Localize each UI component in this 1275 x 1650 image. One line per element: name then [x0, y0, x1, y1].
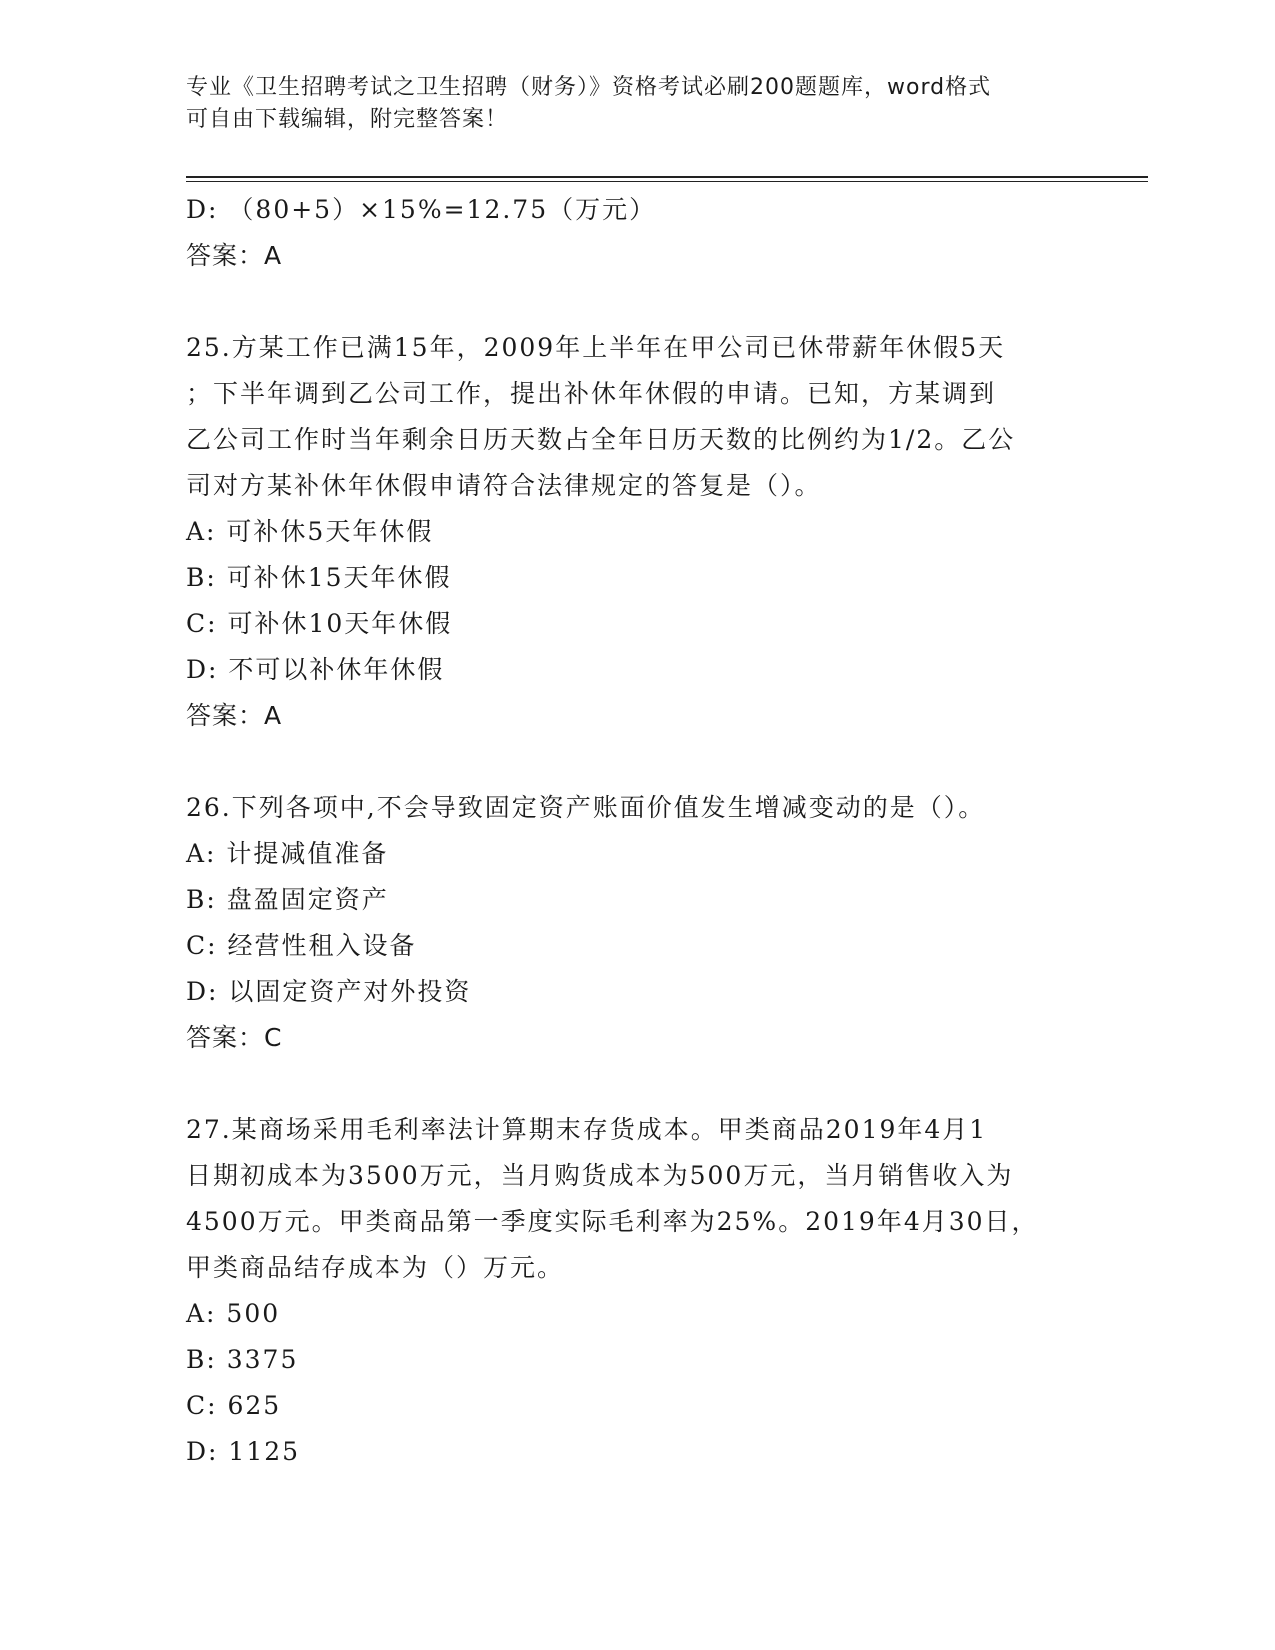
question-content	[186, 187, 1086, 1475]
q27-stem-line-2: 日期初成本为3500万元，当月购货成本为500万元，当月销售收入为	[186, 1161, 1014, 1190]
q25-stem-line-4: 司对方某补休年休假申请符合法律规定的答复是（）。	[186, 471, 822, 500]
document-header	[186, 72, 1066, 136]
q27-option-d: D: 1125	[186, 1437, 301, 1466]
question-26	[186, 785, 1086, 1061]
q27-stem-line-1: 27.某商场采用毛利率法计算期末存货成本。甲类商品2019年4月1	[186, 1115, 988, 1144]
q25-stem-line-2: ；下半年调到乙公司工作，提出补休年休假的申请。已知，方某调到	[186, 379, 997, 408]
q25-option-c: C: 可补休10天年休假	[186, 609, 453, 638]
header-divider	[186, 176, 1148, 178]
prev-option-d: D: （80+5）×15%=12.75（万元）	[186, 195, 657, 224]
q27-option-c: C: 625	[186, 1391, 282, 1420]
q26-option-c: C: 经营性租入设备	[186, 931, 417, 960]
q25-stem-line-3: 乙公司工作时当年剩余日历天数占全年日历天数的比例约为1/2。乙公	[186, 425, 1016, 454]
q27-stem-line-4: 甲类商品结存成本为（）万元。	[186, 1253, 565, 1282]
q26-option-b: B: 盘盈固定资产	[186, 885, 389, 914]
header-line-2: 可自由下载编辑，附完整答案！	[186, 107, 509, 132]
q25-option-d: D: 不可以补休年休假	[186, 655, 445, 684]
q27-stem-line-3: 4500万元。甲类商品第一季度实际毛利率为25%。2019年4月30日，	[186, 1207, 1039, 1236]
spacer	[186, 1061, 1086, 1107]
q25-option-b: B: 可补休15天年休假	[186, 563, 452, 592]
header-divider-thin	[186, 181, 1148, 182]
q26-stem-line-1: 26.下列各项中,不会导致固定资产账面价值发生增减变动的是（）。	[186, 793, 986, 822]
question-27	[186, 1107, 1086, 1475]
q25-answer: 答案：A	[186, 701, 283, 730]
q27-option-a: A: 500	[186, 1299, 281, 1328]
q25-option-a: A: 可补休5天年休假	[186, 517, 434, 546]
question-25	[186, 325, 1086, 739]
q26-option-d: D: 以固定资产对外投资	[186, 977, 472, 1006]
spacer	[186, 739, 1086, 785]
q25-stem-line-1: 25.方某工作已满15年，2009年上半年在甲公司已休带薪年休假5天	[186, 333, 1006, 362]
q26-answer: 答案：C	[186, 1023, 283, 1052]
prev-answer: 答案：A	[186, 241, 283, 270]
spacer	[186, 279, 1086, 325]
q26-option-a: A: 计提减值准备	[186, 839, 389, 868]
q27-option-b: B: 3375	[186, 1345, 299, 1374]
header-line-1: 专业《卫生招聘考试之卫生招聘（财务）》资格考试必刷200题题库，word格式	[186, 75, 992, 100]
